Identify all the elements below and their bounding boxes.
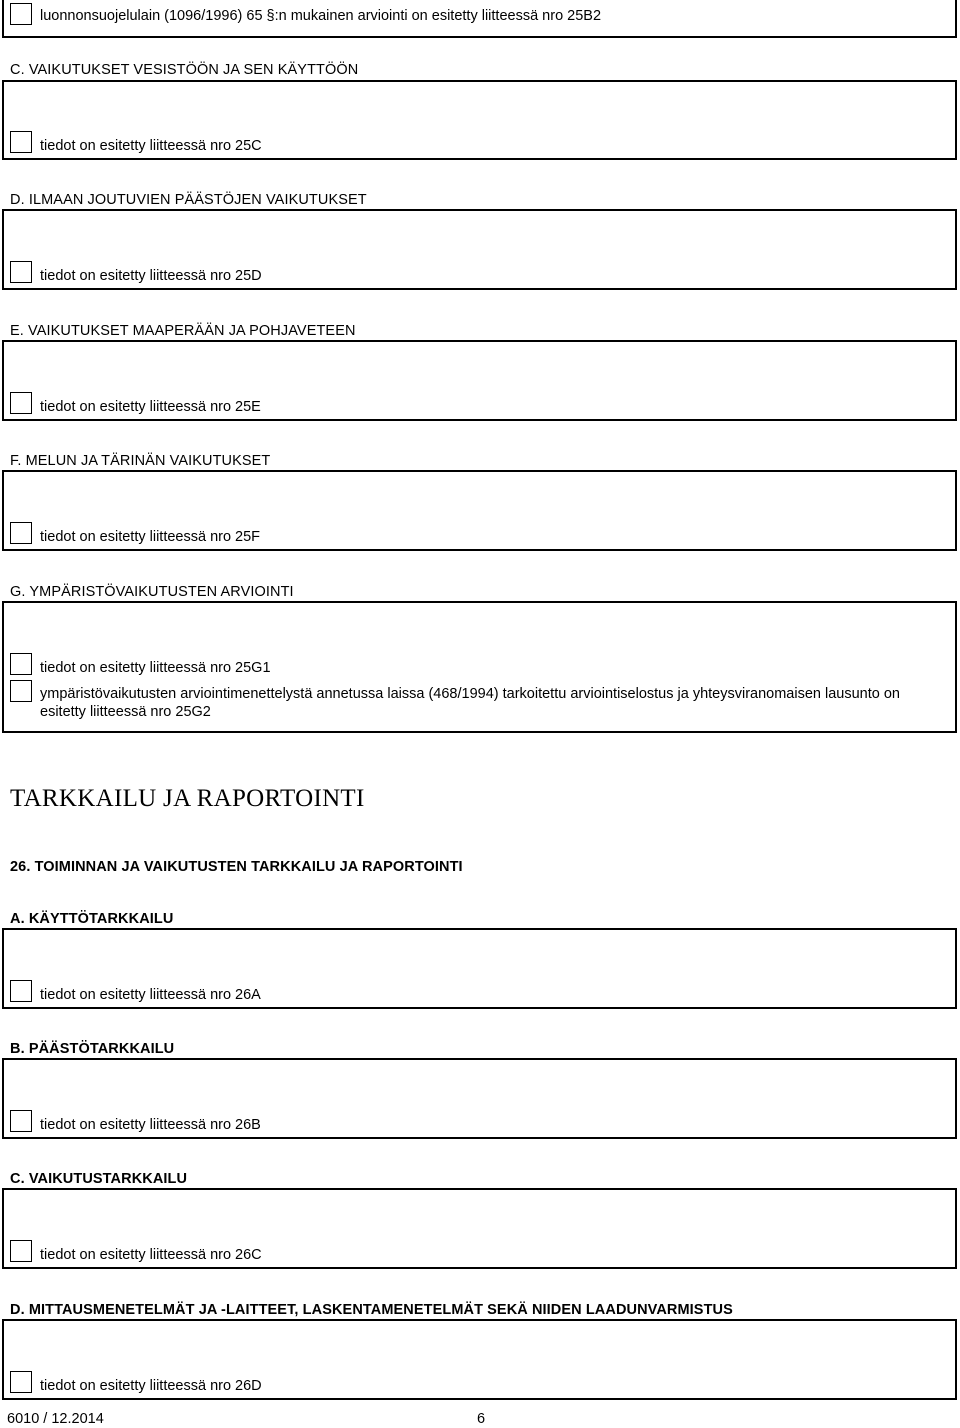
heading-26b: B. PÄÄSTÖTARKKAILU [10, 1041, 175, 1057]
heading-e: E. VAIKUTUKSET MAAPERÄÄN JA POHJAVETEEN [10, 323, 356, 339]
page-number: 6 [477, 1411, 486, 1427]
item-25b2: luonnonsuojelulain (1096/1996) 65 §:n mukainen arviointi on esitetty liitteessä nro 25B2 [40, 8, 602, 24]
item-26a: tiedot on esitetty liitteessä nro 26A [40, 987, 261, 1003]
item-25d: tiedot on esitetty liitteessä nro 25D [40, 268, 262, 284]
heading-d: D. ILMAAN JOUTUVIEN PÄÄSTÖJEN VAIKUTUKSET [10, 192, 367, 208]
item-26d: tiedot on esitetty liitteessä nro 26D [40, 1378, 262, 1394]
checkbox-26c[interactable] [10, 1240, 32, 1262]
heading-26c: C. VAIKUTUSTARKKAILU [10, 1171, 188, 1187]
checkbox-25g2[interactable] [10, 680, 32, 702]
item-26c: tiedot on esitetty liitteessä nro 26C [40, 1247, 262, 1263]
form-code: 6010 / 12.2014 [7, 1411, 104, 1427]
item-25g2-line2: esitetty liitteessä nro 25G2 [40, 704, 211, 720]
heading-26d: D. MITTAUSMENETELMÄT JA -LAITTEET, LASKENTAMENETELMÄT SEKÄ NIIDEN LAADUNVARMISTUS [10, 1302, 733, 1318]
heading-26a: A. KÄYTTÖTARKKAILU [10, 911, 174, 927]
checkbox-25b2[interactable] [10, 3, 32, 25]
heading-f: F. MELUN JA TÄRINÄN VAIKUTUKSET [10, 453, 271, 469]
heading-c: C. VAIKUTUKSET VESISTÖÖN JA SEN KÄYTTÖÖN [10, 62, 359, 78]
checkbox-25f[interactable] [10, 522, 32, 544]
checkbox-26a[interactable] [10, 980, 32, 1002]
item-25e: tiedot on esitetty liitteessä nro 25E [40, 399, 261, 415]
checkbox-25d[interactable] [10, 261, 32, 283]
section-26-heading: 26. TOIMINNAN JA VAIKUTUSTEN TARKKAILU JA RAPORTOINTI [10, 859, 463, 875]
checkbox-26b[interactable] [10, 1110, 32, 1132]
item-25g1: tiedot on esitetty liitteessä nro 25G1 [40, 660, 271, 676]
checkbox-25g1[interactable] [10, 653, 32, 675]
heading-g: G. YMPÄRISTÖVAIKUTUSTEN ARVIOINTI [10, 584, 294, 600]
part-title: TARKKAILU JA RAPORTOINTI [10, 785, 365, 812]
item-26b: tiedot on esitetty liitteessä nro 26B [40, 1117, 261, 1133]
checkbox-25c[interactable] [10, 131, 32, 153]
checkbox-25e[interactable] [10, 392, 32, 414]
checkbox-26d[interactable] [10, 1371, 32, 1393]
item-25c: tiedot on esitetty liitteessä nro 25C [40, 138, 262, 154]
item-25g2-line1: ympäristövaikutusten arviointimenettelystä annetussa laissa (468/1994) tarkoitettu arviointiselostus ja yhteysviranomaisen lausunto on [40, 686, 900, 702]
item-25f: tiedot on esitetty liitteessä nro 25F [40, 529, 261, 545]
